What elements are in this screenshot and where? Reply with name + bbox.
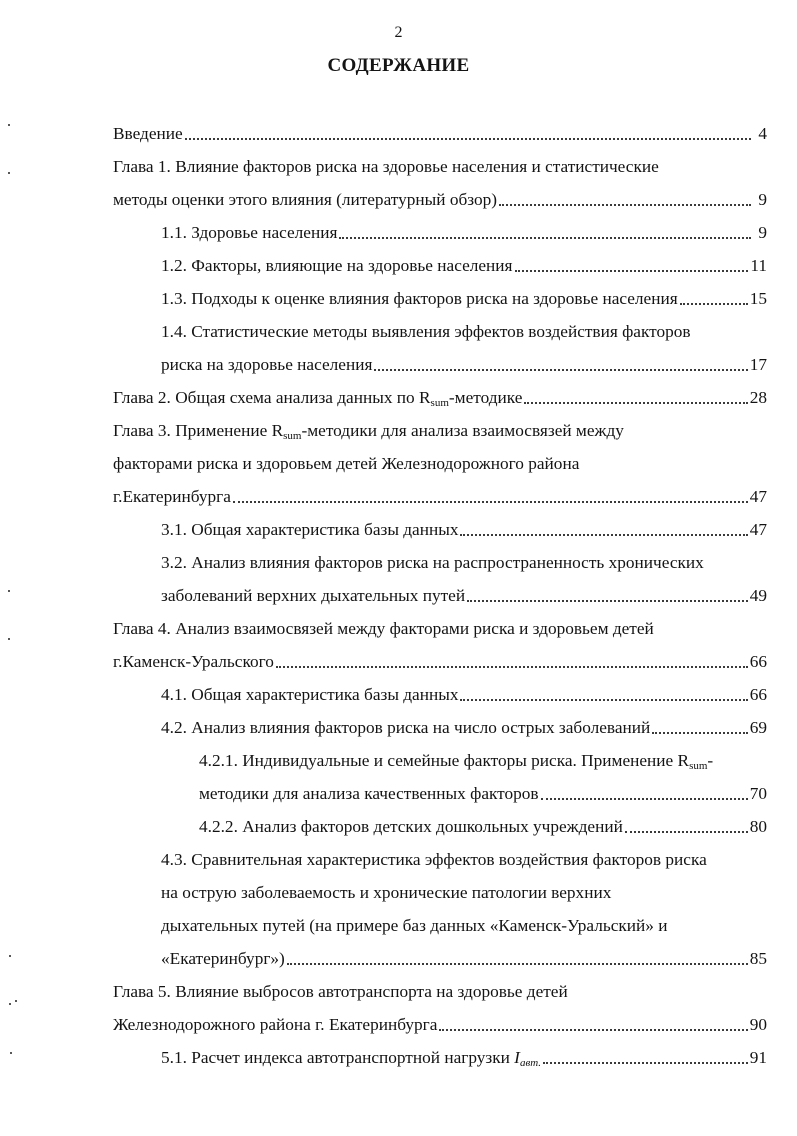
- toc-entry-section-3-1[interactable]: [161, 513, 767, 541]
- toc-entry-chapter-5[interactable]: [113, 1008, 767, 1036]
- toc-entry-section-4-2-1-line-1[interactable]: [199, 744, 767, 772]
- subscript: авт.: [519, 1057, 542, 1069]
- subscript: sum: [430, 397, 449, 409]
- toc-entry-section-4-1[interactable]: [161, 678, 767, 706]
- toc-page-number: 90: [749, 1015, 767, 1034]
- toc-page-number: 47: [749, 520, 767, 539]
- dot-leader: [233, 501, 748, 503]
- toc-page-number: 9: [758, 223, 767, 242]
- dot-leader: [541, 798, 748, 800]
- dot-leader: [460, 534, 747, 536]
- toc-entry-chapter-3[interactable]: [113, 480, 767, 508]
- dot-leader: [374, 369, 747, 371]
- toc-page-number: 17: [749, 355, 767, 374]
- toc-entry-chapter-1-line-1[interactable]: [113, 150, 767, 178]
- toc-entry-text: 4.2.1. Индивидуальные и семейные факторы риска. Применение $R_{sum}-$: [199, 751, 714, 772]
- dot-leader: [524, 402, 747, 404]
- dot-leader: [185, 138, 751, 140]
- toc-entry-section-1-4[interactable]: [161, 348, 767, 376]
- toc-entry-text: Глава 5. Влияние выбросов автотранспорта на здоровье детей: [113, 982, 568, 1001]
- subscript: sum: [283, 430, 302, 442]
- toc-entry-text: г.Екатеринбурга: [113, 487, 231, 506]
- toc-entry-section-4-2-2[interactable]: [199, 810, 767, 838]
- toc-entry-text: 3.1. Общая характеристика базы данных: [161, 520, 459, 539]
- toc-page-number: 4: [758, 124, 767, 143]
- dot-leader: [680, 303, 748, 305]
- toc-entry-section-3-2-line-1[interactable]: [161, 546, 767, 574]
- toc-entry-section-1-3[interactable]: [161, 282, 767, 310]
- toc-entry-text: 3.2. Анализ влияния факторов риска на распространенность хронических: [161, 553, 704, 572]
- toc-entry-chapter-1[interactable]: [113, 183, 767, 211]
- toc-page-number: 69: [749, 718, 767, 737]
- dot-leader: [515, 270, 749, 272]
- toc-entry-section-4-3-line-3[interactable]: [161, 909, 767, 937]
- dot-leader: [460, 699, 747, 701]
- toc-entry-text: Глава 3. Применение $R_{sum}$-методики для анализа взаимосвязей между: [113, 421, 624, 442]
- toc-entry-chapter-3-line-2[interactable]: [113, 447, 767, 475]
- toc-page-number: 9: [758, 190, 767, 209]
- dot-leader: [499, 204, 751, 206]
- toc-entry-text: риска на здоровье населения: [161, 355, 373, 374]
- toc-entry-text: на острую заболеваемость и хронические патологии верхних: [161, 883, 612, 902]
- toc-entry-text: Глава 2. Общая схема анализа данных по $R_{sum}$-методике: [113, 388, 523, 409]
- dot-leader: [543, 1062, 748, 1064]
- toc-page-number: 28: [749, 388, 767, 407]
- toc-entry-section-1-2[interactable]: [161, 249, 767, 277]
- scan-speck: [8, 124, 10, 126]
- toc-entry-section-1-1[interactable]: [161, 216, 767, 244]
- dot-leader: [439, 1029, 747, 1031]
- toc-entry-chapter-3-line-1[interactable]: [113, 414, 767, 442]
- toc-entry-text: 1.1. Здоровье населения: [161, 223, 338, 242]
- toc-entry-text: факторами риска и здоровьем детей Железнодорожного района: [113, 454, 580, 473]
- toc-entry-section-4-3-line-1[interactable]: [161, 843, 767, 871]
- toc-entry-text: методики для анализа качественных факторов: [199, 784, 539, 803]
- toc-entry-text: 4.1. Общая характеристика базы данных: [161, 685, 459, 704]
- toc-entry-text: «Екатеринбург»): [161, 949, 285, 968]
- toc-page-number: 49: [749, 586, 767, 605]
- scan-speck: [10, 1052, 12, 1054]
- scan-speck: [8, 172, 10, 174]
- scan-speck: [15, 1000, 17, 1002]
- scan-speck: [9, 955, 11, 957]
- subscript: sum: [689, 760, 708, 772]
- dot-leader: [652, 732, 747, 734]
- toc-page-number: 66: [749, 652, 767, 671]
- italic-symbol: I: [514, 1048, 520, 1067]
- toc-page-number: 85: [749, 949, 767, 968]
- toc-entry-text: Глава 1. Влияние факторов риска на здоровье населения и статистические: [113, 157, 659, 176]
- toc-entry-text: методы оценки этого влияния (литературный обзор): [113, 190, 498, 209]
- scan-speck: [9, 1003, 11, 1005]
- toc-page-number: 11: [750, 256, 767, 275]
- toc-entry-chapter-4[interactable]: [113, 645, 767, 673]
- toc-entry-chapter-2[interactable]: [113, 381, 767, 409]
- toc-entry-text: г.Каменск-Уральского: [113, 652, 274, 671]
- toc-title: СОДЕРЖАНИЕ: [327, 55, 470, 76]
- dot-leader: [625, 831, 748, 833]
- toc-entry-text: Железнодорожного района г. Екатеринбурга: [113, 1015, 438, 1034]
- toc-entry-text: 4.2. Анализ влияния факторов риска на число острых заболеваний: [161, 718, 651, 737]
- toc-entry-text: Введение: [113, 124, 183, 143]
- toc-entry-section-5-1[interactable]: [161, 1041, 767, 1069]
- toc-page-number: 91: [749, 1048, 767, 1067]
- scan-speck: [8, 590, 10, 592]
- toc-entry-text: заболеваний верхних дыхательных путей: [161, 586, 466, 605]
- toc-page-number: 70: [749, 784, 767, 803]
- toc-page-number: 80: [749, 817, 767, 836]
- toc-entry-section-4-2[interactable]: [161, 711, 767, 739]
- toc-entry-section-3-2[interactable]: [161, 579, 767, 607]
- toc-entry-section-4-3-line-2[interactable]: [161, 876, 767, 904]
- toc-entry-text: дыхательных путей (на примере баз данных «Каменск-Уральский» и: [161, 916, 668, 935]
- toc-entry-text: 4.3. Сравнительная характеристика эффектов воздействия факторов риска: [161, 850, 707, 869]
- toc-entry-text: 1.2. Факторы, влияющие на здоровье населения: [161, 256, 513, 275]
- toc-page-number: 47: [749, 487, 767, 506]
- toc-entry-text: Глава 4. Анализ взаимосвязей между факторами риска и здоровьем детей: [113, 619, 654, 638]
- page-number: 2: [394, 24, 403, 41]
- toc-entry-chapter-4-line-1[interactable]: [113, 612, 767, 640]
- toc-entry-section-4-2-1[interactable]: [199, 777, 767, 805]
- dot-leader: [276, 666, 748, 668]
- dot-leader: [467, 600, 748, 602]
- toc-entry-section-1-4-line-1[interactable]: [161, 315, 767, 343]
- toc-entry-text: 1.3. Подходы к оценке влияния факторов риска на здоровье населения: [161, 289, 678, 308]
- dot-leader: [339, 237, 751, 239]
- toc-entry-text: 5.1. Расчет индекса автотранспортной нагрузки $I_{авт.}$: [161, 1048, 542, 1069]
- dot-leader: [287, 963, 748, 965]
- toc-entry-text: 1.4. Статистические методы выявления эффектов воздействия факторов: [161, 322, 691, 341]
- toc-entry-chapter-5-line-1[interactable]: [113, 975, 767, 1003]
- toc-entry-text: 4.2.2. Анализ факторов детских дошкольных учреждений: [199, 817, 623, 836]
- toc-page-number: 15: [749, 289, 767, 308]
- toc-entry-intro[interactable]: [113, 117, 767, 145]
- scan-speck: [8, 638, 10, 640]
- toc-page-number: 66: [749, 685, 767, 704]
- toc-entry-section-4-3[interactable]: [161, 942, 767, 970]
